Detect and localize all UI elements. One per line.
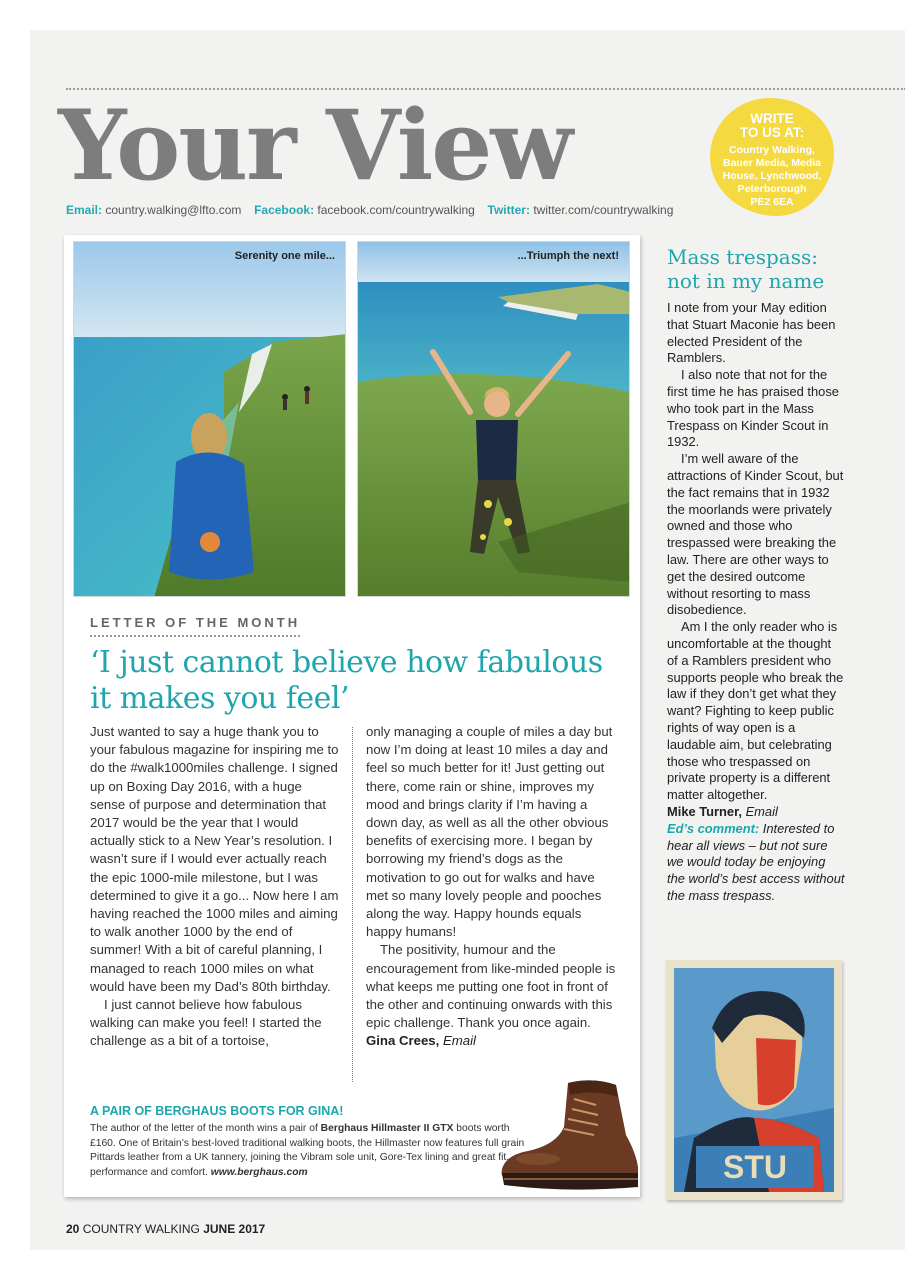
mass-author: Mike Turner, <box>667 803 742 819</box>
facebook-label: Facebook: <box>254 203 315 217</box>
photo-serenity <box>73 241 346 597</box>
page-number: 20 <box>66 1222 80 1236</box>
letter-paragraph: The positivity, humour and the encouragement from like-minded people is what keeps me putting one foot in front of the other and continuing onwards with this epic challenge. Thank you once again. <box>366 942 616 1031</box>
letter-paragraph: Just wanted to say a huge thank you to your fabulous magazine for inspiring me to do the #walk1000miles challenge. I signed up on Boxing Day 2016, with a huge sense of purpose and determination that 2017 would be the year that I would actually stick to a New Year’s resolution. I wasn’t sure if I would ever actually reach the epic 1000-mile milestone, but I was determined to give it a go... Now here I am having reached the 1000 miles and aiming to walk another 1000 by the end of summer! With a bit of careful planning, I managed to reach 1000 miles on what would have been my Dad’s 80th birthday. <box>90 724 339 994</box>
letter-of-the-month-label: LETTER OF THE MONTH <box>90 615 300 637</box>
mass-paragraph: Am I the only reader who is uncomfortable at the thought of a Ramblers president who supports people who break the law if they don’t get what they want? Fighting to keep public rights of way open is a laudable aim, but celebrating those who trespassed on private property is a different matter altogether. <box>667 619 844 803</box>
prize-box <box>90 1104 530 1180</box>
prize-text-part: boots worth £160. One of Britain’s best-loved traditional walking boots, the Hillmaster now features full grain Pittards leather from a UK tannery, joining the Vibram sole unit, Gore-Tex lining and great fit, performance and comfort. <box>90 1123 525 1178</box>
mass-title-line: Mass trespass: <box>667 245 818 269</box>
badge-address-line: Peterborough <box>737 183 807 195</box>
mass-paragraph: I also note that not for the first time he has praised those who took part in the Mass Trespass on Kinder Scout in 1932. <box>667 367 839 450</box>
magazine-name: COUNTRY WALKING <box>82 1222 200 1236</box>
walking-boot-image <box>498 1075 643 1200</box>
email-address[interactable]: country.walking@lfto.com <box>105 203 242 217</box>
twitter-label: Twitter: <box>487 203 530 217</box>
badge-heading-2: TO US AT: <box>739 125 805 140</box>
letter-column-2 <box>366 723 616 1051</box>
eds-comment-label: Ed’s comment: <box>667 820 760 836</box>
photo-triumph <box>357 241 630 597</box>
photo-caption: ...Triumph the next! <box>517 250 619 262</box>
mass-trespass-title <box>667 245 824 293</box>
photo-serenity-image <box>74 242 346 597</box>
badge-address <box>710 144 834 209</box>
write-to-us-badge <box>710 98 834 216</box>
mass-signature <box>667 804 845 821</box>
mass-paragraph: I note from your May edition that Stuart Maconie has been elected President of the Ramblers. <box>667 300 836 366</box>
letter-author: Gina Crees, <box>366 1033 440 1049</box>
letter-headline: ‘I just cannot believe how fabulous it makes you feel’ <box>90 645 603 716</box>
page-footer <box>66 1222 265 1236</box>
prize-url[interactable]: www.berghaus.com <box>210 1166 308 1178</box>
column-divider <box>352 727 353 1082</box>
prize-title: A PAIR OF BERGHAUS BOOTS FOR GINA! <box>90 1104 344 1118</box>
badge-address-line: PE2 6EA <box>750 196 794 208</box>
poster-text: STU <box>723 1149 787 1185</box>
letter-paragraph: I just cannot believe how fabulous walking can make you feel! I started the challenge as a bit of a tortoise, <box>90 997 322 1049</box>
mass-title-line: not in my name <box>667 269 825 293</box>
mass-trespass-letter <box>667 300 845 905</box>
eds-comment-text: Interested to hear all views – but not sure we would today be enjoying the world’s best access without the mass trespass. <box>667 820 845 903</box>
email-label: Email: <box>66 203 103 217</box>
mass-author-via: Email <box>745 803 778 819</box>
letter-paragraph: only managing a couple of miles a day but now I’m doing at least 10 miles a day and feel so much better for it! Just getting out there, come rain or shine, improves my mood and brings clarity if I’m having a down day, as well as all the other obvious benefits of exercising more. I began by borrowing my friend’s dogs as the motivation to go out for walks and have met so many lovely people and pooches along the way. Happy hounds equals happy humans! <box>366 724 613 940</box>
prize-product: Berghaus Hillmaster II GTX <box>320 1123 454 1134</box>
prize-text <box>90 1122 530 1180</box>
badge-address-line: House, Lynchwood, <box>722 170 822 182</box>
letter-column-1 <box>90 723 340 1051</box>
photo-triumph-image <box>358 242 630 597</box>
contact-line <box>66 203 673 217</box>
facebook-address[interactable]: facebook.com/countrywalking <box>317 203 475 217</box>
stu-poster-image <box>674 968 834 1192</box>
eds-comment <box>667 821 845 905</box>
section-title: Your View <box>58 89 571 202</box>
stu-poster <box>666 960 842 1200</box>
badge-address-line: Bauer Media, Media <box>722 157 822 169</box>
twitter-address[interactable]: twitter.com/countrywalking <box>533 203 674 217</box>
badge-heading-1: WRITE <box>750 111 794 126</box>
prize-text-part: The author of the letter of the month wins a pair of <box>90 1123 321 1134</box>
issue-date: JUNE 2017 <box>203 1222 266 1236</box>
photo-caption: Serenity one mile... <box>234 250 335 262</box>
letter-author-via: Email <box>442 1033 476 1049</box>
badge-address-line: Country Walking, <box>729 144 815 156</box>
mass-paragraph: I’m well aware of the attractions of Kinder Scout, but the fact remains that in 1932 the moorlands were privately owned and those who trespassed were breaking the law. There are other ways to get the desired outcome without resorting to mass disobedience. <box>667 451 844 618</box>
letter-signature <box>366 1032 616 1050</box>
